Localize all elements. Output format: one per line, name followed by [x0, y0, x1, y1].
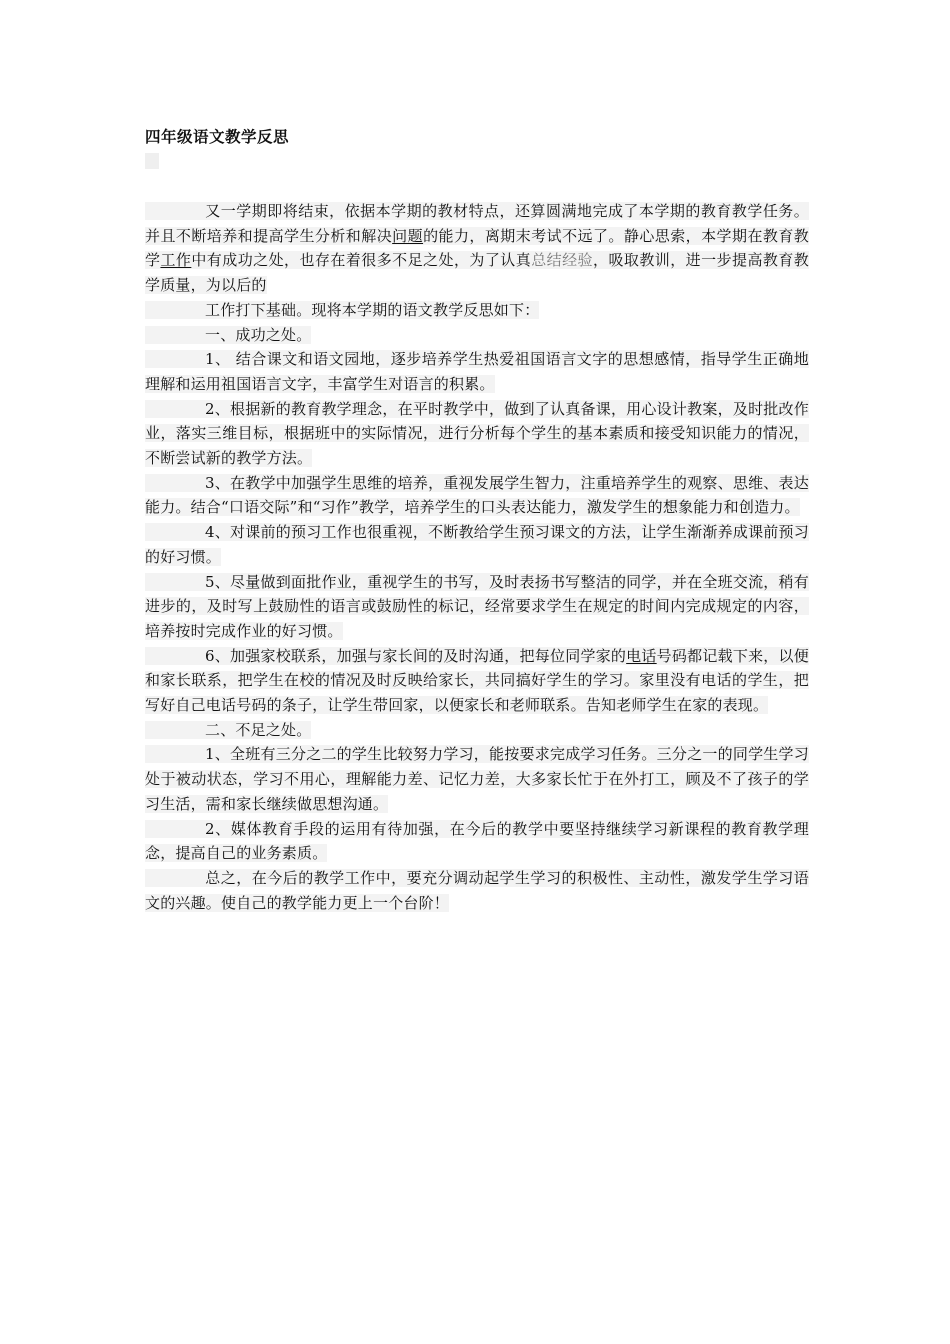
- link-gongzuo[interactable]: 工作: [160, 251, 192, 270]
- section1-heading: 一、成功之处。: [145, 323, 809, 348]
- link-dianhua[interactable]: 电话: [626, 646, 657, 665]
- conclusion-paragraph: 总之，在今后的教学工作中，要充分调动起学生学习的积极性、主动性，激发学生学习语文的兴趣。使自己的教学能力更上一个台阶！: [145, 868, 809, 912]
- document-body: [145, 199, 809, 915]
- intro-paragraph: 又一学期即将结束，依据本学期的教材特点，还算圆满地完成了本学期的教育教学任务。并且不断培养和提高学生分析和解决问题的能力，离期末考试不远了。静心思索，本学期在教育教学工作中有成功之处，也存在着很多不足之处，为了认真总结经验，吸取教训，进一步提高教育教学质量，为以后的: [145, 202, 810, 295]
- shortcoming-item: 2、媒体教育手段的运用有待加强，在今后的教学中要坚持继续学习新课程的教育教学理念，提高自己的业务素质。: [145, 819, 809, 863]
- shortcoming-item: 1、全班有三分之二的学生比较努力学习，能按要求完成学习任务。三分之一的同学生学习处于被动状态，学习不用心，理解能力差、记忆力差，大多家长忙于在外打工，顾及不了孩子的学习生活，需和家长继续做思想沟通。: [145, 745, 809, 813]
- success-item: 4、对课前的预习工作也很重视，不断教给学生预习课文的方法，让学生渐渐养成课前预习的好习惯。: [145, 523, 809, 566]
- success-item: 1、 结合课文和语文园地，逐步培养学生热爱祖国语言文字的思想感情，指导学生正确地理解和运用祖国语言文字，丰富学生对语言的积累。: [145, 350, 809, 393]
- blank-paragraph-marker: [145, 153, 159, 169]
- success-item: 5、尽量做到面批作业，重视学生的书写，及时表扬书写整洁的同学，并在全班交流，稍有进步的，及时写上鼓励性的语言或鼓励性的标记，经常要求学生在规定的时间内完成规定的内容，培养按时完成作业的好习惯。: [145, 572, 809, 640]
- link-wenti[interactable]: 问题: [392, 226, 424, 245]
- success-item: 2、根据新的教育教学理念，在平时教学中，做到了认真备课，用心设计教案，及时批改作业，落实三维目标，根据班中的实际情况，进行分析每个学生的基本素质和接受知识能力的情况，不断尝试新的教学方法。: [145, 399, 809, 468]
- link-zongjie-jingyan[interactable]: 总结经验: [531, 251, 593, 270]
- section2-heading: 二、不足之处。: [145, 718, 809, 743]
- document-page: [145, 126, 809, 915]
- success-item: 3、在教学中加强学生思维的培养，重视发展学生智力，注重培养学生的观察、思维、表达能力。结合“口语交际”和“习作”教学，培养学生的口头表达能力，激发学生的想象能力和创造力。: [145, 473, 809, 517]
- intro-continued-paragraph: 工作打下基础。现将本学期的语文教学反思如下：: [145, 298, 809, 323]
- success-item-6: 6、加强家校联系，加强与家长间的及时沟通，把每位同学家的电话号码都记载下来，以便和家长联系，把学生在校的情况及时反映给家长，共同搞好学生的学习。家里没有电话的学生，把写好自己电话号码的条子，让学生带回家，以便家长和老师联系。告知老师学生在家的表现。: [145, 646, 809, 715]
- document-title: 四年级语文教学反思: [145, 128, 290, 146]
